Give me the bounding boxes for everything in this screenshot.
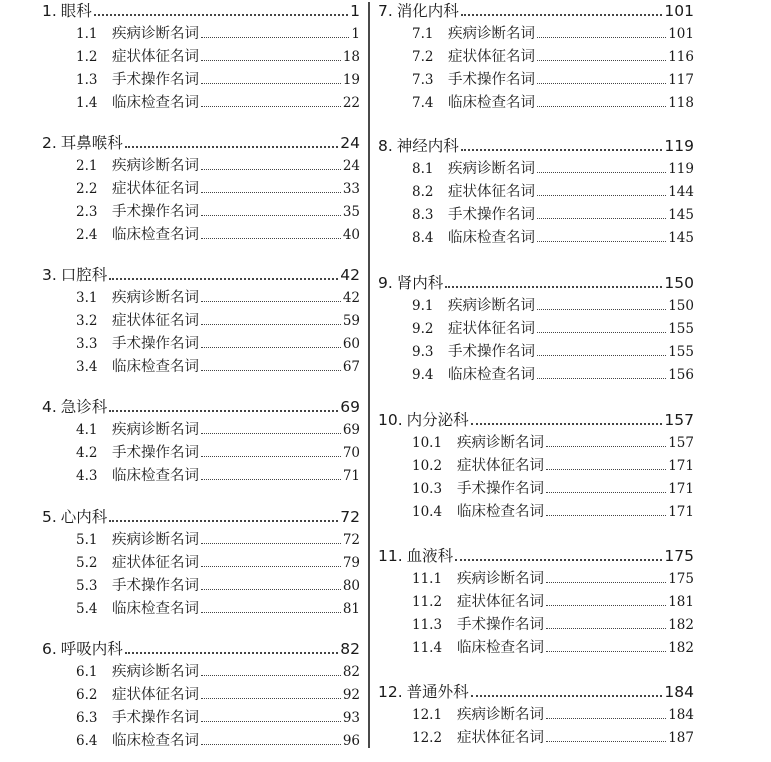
- entry-title: 手术操作名词: [457, 617, 544, 633]
- entry-number: 2.2: [76, 181, 98, 197]
- entry-number: 10.4: [412, 504, 443, 520]
- toc-entry[interactable]: [42, 180, 360, 198]
- entry-page-number: 150: [668, 298, 694, 314]
- toc-entry[interactable]: [378, 366, 694, 384]
- chapter-title: 神经内科: [396, 137, 459, 155]
- toc-entry[interactable]: [42, 289, 360, 307]
- toc-entry[interactable]: [42, 203, 360, 221]
- entry-title: 临床检查名词: [112, 359, 199, 375]
- entry-number: 11.3: [412, 617, 443, 633]
- toc-entry[interactable]: [378, 297, 694, 315]
- entry-title: 疾病诊断名词: [112, 26, 199, 42]
- entry-number: 6.3: [76, 710, 98, 726]
- dot-leader: [201, 82, 341, 84]
- entry-page-number: 171: [668, 504, 694, 520]
- entry-page-number: 19: [342, 72, 360, 88]
- toc-entry[interactable]: [378, 160, 694, 178]
- chapter-number: 3.: [42, 266, 57, 284]
- dot-leader: [201, 588, 341, 590]
- entry-page-number: 24: [342, 158, 360, 174]
- entry-number: 9.4: [412, 367, 434, 383]
- entry-title: 手术操作名词: [448, 344, 535, 360]
- entry-number: 3.2: [76, 313, 98, 329]
- chapter-number: 7.: [378, 2, 393, 20]
- entry-title: 手术操作名词: [112, 710, 199, 726]
- entry-number: 1.3: [76, 72, 98, 88]
- entry-number: 3.3: [76, 336, 98, 352]
- chapter-number: 10.: [378, 411, 403, 429]
- entry-title: 临床检查名词: [448, 95, 535, 111]
- entry-title: 疾病诊断名词: [448, 161, 535, 177]
- entry-title: 疾病诊断名词: [457, 707, 544, 723]
- entry-number: 12.1: [412, 707, 443, 723]
- entry-number: 10.2: [412, 458, 443, 474]
- entry-number: 7.4: [412, 95, 434, 111]
- entry-number: 9.2: [412, 321, 434, 337]
- entry-number: 10.3: [412, 481, 443, 497]
- dot-leader: [109, 277, 338, 280]
- entry-page-number: 70: [342, 445, 360, 461]
- entry-number: 7.1: [412, 26, 434, 42]
- entry-number: 2.3: [76, 204, 98, 220]
- dot-leader: [201, 346, 341, 348]
- dot-leader: [537, 331, 666, 333]
- entry-page-number: 1: [351, 26, 360, 42]
- entry-title: 疾病诊断名词: [112, 664, 199, 680]
- chapter-title: 急诊科: [60, 398, 108, 416]
- entry-title: 临床检查名词: [448, 367, 535, 383]
- toc-chapter[interactable]: [42, 2, 360, 20]
- entry-page-number: 155: [668, 321, 694, 337]
- dot-leader: [471, 422, 663, 425]
- toc-entry[interactable]: [378, 480, 694, 498]
- chapter-number: 4.: [42, 398, 57, 416]
- chapter-number: 9.: [378, 274, 393, 292]
- toc-chapter[interactable]: [378, 547, 694, 565]
- entry-number: 2.4: [76, 227, 98, 243]
- entry-title: 症状体征名词: [457, 458, 544, 474]
- chapter-page-number: 42: [340, 266, 360, 284]
- toc-chapter[interactable]: [42, 398, 360, 416]
- entry-page-number: 187: [668, 730, 694, 746]
- entry-page-number: 101: [668, 26, 694, 42]
- chapter-number: 12.: [378, 683, 403, 701]
- chapter-title: 普通外科: [406, 683, 469, 701]
- toc-chapter[interactable]: [378, 137, 694, 155]
- toc-entry[interactable]: [378, 434, 694, 452]
- dot-leader: [546, 604, 666, 606]
- toc-entry[interactable]: [378, 94, 694, 112]
- dot-leader: [201, 237, 341, 239]
- dot-leader: [546, 627, 666, 629]
- chapter-title: 内分泌科: [406, 411, 469, 429]
- dot-leader: [109, 519, 338, 522]
- chapter-page-number: 150: [664, 274, 694, 292]
- entry-title: 疾病诊断名词: [457, 435, 544, 451]
- entry-title: 手术操作名词: [448, 72, 535, 88]
- column-divider: [368, 2, 370, 748]
- dot-leader: [546, 491, 666, 493]
- entry-number: 4.3: [76, 468, 98, 484]
- entry-page-number: 145: [668, 207, 694, 223]
- entry-page-number: 42: [342, 290, 360, 306]
- entry-title: 症状体征名词: [112, 687, 199, 703]
- toc-entry[interactable]: [42, 444, 360, 462]
- entry-page-number: 175: [668, 571, 694, 587]
- toc-entry[interactable]: [378, 229, 694, 247]
- chapter-page-number: 119: [664, 137, 694, 155]
- chapter-page-number: 184: [664, 683, 694, 701]
- chapter-number: 6.: [42, 640, 57, 658]
- dot-leader: [201, 455, 341, 457]
- entry-title: 手术操作名词: [448, 207, 535, 223]
- dot-leader: [537, 217, 666, 219]
- dot-leader: [546, 717, 666, 719]
- entry-page-number: 156: [668, 367, 694, 383]
- dot-leader: [201, 611, 341, 613]
- entry-page-number: 18: [342, 49, 360, 65]
- dot-leader: [461, 13, 663, 16]
- entry-page-number: 22: [342, 95, 360, 111]
- dot-leader: [537, 354, 666, 356]
- dot-leader: [94, 13, 348, 16]
- toc-entry[interactable]: [42, 94, 360, 112]
- entry-number: 6.2: [76, 687, 98, 703]
- entry-title: 手术操作名词: [112, 445, 199, 461]
- entry-page-number: 92: [342, 687, 360, 703]
- entry-page-number: 182: [668, 617, 694, 633]
- entry-title: 症状体征名词: [112, 313, 199, 329]
- dot-leader: [201, 300, 341, 302]
- entry-number: 5.1: [76, 532, 98, 548]
- toc-entry[interactable]: [378, 570, 694, 588]
- toc-entry[interactable]: [42, 312, 360, 330]
- entry-number: 3.4: [76, 359, 98, 375]
- entry-page-number: 119: [668, 161, 694, 177]
- toc-entry[interactable]: [378, 48, 694, 66]
- entry-number: 12.2: [412, 730, 443, 746]
- chapter-title: 耳鼻喉科: [60, 134, 123, 152]
- toc-entry[interactable]: [378, 729, 694, 747]
- dot-leader: [546, 514, 666, 516]
- toc-chapter[interactable]: [42, 266, 360, 284]
- entry-page-number: 72: [342, 532, 360, 548]
- toc-entry[interactable]: [42, 467, 360, 485]
- entry-title: 症状体征名词: [112, 181, 199, 197]
- entry-number: 6.1: [76, 664, 98, 680]
- dot-leader: [445, 285, 662, 288]
- dot-leader: [537, 240, 666, 242]
- entry-title: 疾病诊断名词: [112, 532, 199, 548]
- chapter-number: 1.: [42, 2, 57, 20]
- entry-page-number: 184: [668, 707, 694, 723]
- entry-page-number: 181: [668, 594, 694, 610]
- entry-number: 6.4: [76, 733, 98, 749]
- entry-title: 临床检查名词: [112, 468, 199, 484]
- dot-leader: [537, 82, 666, 84]
- entry-title: 症状体征名词: [457, 730, 544, 746]
- chapter-number: 11.: [378, 547, 403, 565]
- entry-title: 症状体征名词: [112, 49, 199, 65]
- toc-entry[interactable]: [42, 25, 360, 43]
- dot-leader: [546, 740, 666, 742]
- entry-number: 9.3: [412, 344, 434, 360]
- dot-leader: [471, 694, 663, 697]
- dot-leader: [201, 565, 341, 567]
- entry-number: 11.2: [412, 594, 443, 610]
- entry-page-number: 93: [342, 710, 360, 726]
- entry-page-number: 59: [342, 313, 360, 329]
- dot-leader: [201, 105, 341, 107]
- toc-entry[interactable]: [42, 600, 360, 618]
- chapter-number: 8.: [378, 137, 393, 155]
- dot-leader: [201, 720, 341, 722]
- entry-number: 8.2: [412, 184, 434, 200]
- entry-page-number: 33: [342, 181, 360, 197]
- chapter-page-number: 175: [664, 547, 694, 565]
- entry-title: 手术操作名词: [112, 336, 199, 352]
- entry-number: 11.4: [412, 640, 443, 656]
- entry-number: 2.1: [76, 158, 98, 174]
- entry-page-number: 71: [342, 468, 360, 484]
- chapter-number: 5.: [42, 508, 57, 526]
- chapter-title: 口腔科: [60, 266, 108, 284]
- dot-leader: [537, 105, 666, 107]
- toc-entry[interactable]: [378, 616, 694, 634]
- entry-page-number: 171: [668, 481, 694, 497]
- chapter-title: 呼吸内科: [60, 640, 123, 658]
- entry-page-number: 96: [342, 733, 360, 749]
- toc-entry[interactable]: [378, 503, 694, 521]
- dot-leader: [201, 478, 341, 480]
- dot-leader: [201, 191, 341, 193]
- entry-page-number: 67: [342, 359, 360, 375]
- dot-leader: [201, 542, 341, 544]
- toc-chapter[interactable]: [42, 134, 360, 152]
- entry-number: 7.2: [412, 49, 434, 65]
- toc-entry[interactable]: [378, 320, 694, 338]
- dot-leader: [461, 148, 663, 151]
- dot-leader: [537, 171, 666, 173]
- dot-leader: [201, 59, 341, 61]
- entry-title: 手术操作名词: [112, 72, 199, 88]
- entry-number: 8.3: [412, 207, 434, 223]
- toc-entry[interactable]: [42, 709, 360, 727]
- entry-number: 5.2: [76, 555, 98, 571]
- entry-page-number: 79: [342, 555, 360, 571]
- dot-leader: [201, 369, 341, 371]
- entry-number: 1.2: [76, 49, 98, 65]
- entry-title: 疾病诊断名词: [448, 298, 535, 314]
- chapter-page-number: 24: [340, 134, 360, 152]
- toc-entry[interactable]: [378, 593, 694, 611]
- toc-entry[interactable]: [42, 554, 360, 572]
- dot-leader: [109, 409, 338, 412]
- toc-entry[interactable]: [42, 48, 360, 66]
- entry-number: 1.4: [76, 95, 98, 111]
- dot-leader: [201, 214, 341, 216]
- entry-page-number: 116: [668, 49, 694, 65]
- entry-number: 7.3: [412, 72, 434, 88]
- dot-leader: [201, 674, 341, 676]
- entry-title: 手术操作名词: [112, 578, 199, 594]
- entry-number: 8.1: [412, 161, 434, 177]
- entry-title: 症状体征名词: [448, 321, 535, 337]
- dot-leader: [125, 145, 338, 148]
- dot-leader: [201, 743, 341, 745]
- dot-leader: [537, 308, 666, 310]
- entry-title: 疾病诊断名词: [457, 571, 544, 587]
- entry-number: 3.1: [76, 290, 98, 306]
- entry-title: 症状体征名词: [112, 555, 199, 571]
- entry-number: 1.1: [76, 26, 98, 42]
- entry-title: 疾病诊断名词: [448, 26, 535, 42]
- entry-page-number: 117: [668, 72, 694, 88]
- dot-leader: [201, 323, 341, 325]
- dot-leader: [201, 432, 341, 434]
- entry-number: 10.1: [412, 435, 443, 451]
- dot-leader: [546, 581, 666, 583]
- chapter-title: 消化内科: [396, 2, 459, 20]
- entry-title: 疾病诊断名词: [112, 158, 199, 174]
- chapter-page-number: 72: [340, 508, 360, 526]
- entry-number: 8.4: [412, 230, 434, 246]
- entry-number: 4.1: [76, 422, 98, 438]
- toc-entry[interactable]: [42, 577, 360, 595]
- entry-page-number: 81: [342, 601, 360, 617]
- dot-leader: [201, 36, 349, 38]
- dot-leader: [537, 59, 666, 61]
- toc-entry[interactable]: [42, 732, 360, 750]
- toc-entry[interactable]: [42, 531, 360, 549]
- entry-page-number: 144: [668, 184, 694, 200]
- toc-entry[interactable]: [378, 343, 694, 361]
- entry-title: 症状体征名词: [448, 49, 535, 65]
- toc-entry[interactable]: [378, 706, 694, 724]
- toc-chapter[interactable]: [42, 640, 360, 658]
- toc-entry[interactable]: [42, 335, 360, 353]
- dot-leader: [455, 558, 662, 561]
- toc-chapter[interactable]: [378, 2, 694, 20]
- chapter-page-number: 101: [664, 2, 694, 20]
- entry-title: 临床检查名词: [457, 640, 544, 656]
- toc-entry[interactable]: [42, 71, 360, 89]
- toc-entry[interactable]: [42, 157, 360, 175]
- entry-title: 临床检查名词: [112, 733, 199, 749]
- entry-title: 手术操作名词: [112, 204, 199, 220]
- toc-entry[interactable]: [42, 226, 360, 244]
- chapter-title: 肾内科: [396, 274, 444, 292]
- entry-page-number: 69: [342, 422, 360, 438]
- dot-leader: [201, 697, 341, 699]
- entry-title: 手术操作名词: [457, 481, 544, 497]
- entry-title: 症状体征名词: [457, 594, 544, 610]
- entry-page-number: 82: [342, 664, 360, 680]
- entry-page-number: 60: [342, 336, 360, 352]
- dot-leader: [537, 36, 666, 38]
- dot-leader: [546, 445, 666, 447]
- entry-number: 5.3: [76, 578, 98, 594]
- entry-page-number: 40: [342, 227, 360, 243]
- entry-title: 临床检查名词: [112, 227, 199, 243]
- entry-number: 4.2: [76, 445, 98, 461]
- entry-title: 疾病诊断名词: [112, 422, 199, 438]
- chapter-title: 眼科: [60, 2, 92, 20]
- entry-title: 临床检查名词: [112, 601, 199, 617]
- dot-leader: [546, 650, 666, 652]
- entry-title: 临床检查名词: [457, 504, 544, 520]
- entry-title: 疾病诊断名词: [112, 290, 199, 306]
- chapter-page-number: 157: [664, 411, 694, 429]
- toc-entry[interactable]: [42, 421, 360, 439]
- chapter-title: 心内科: [60, 508, 108, 526]
- chapter-page-number: 69: [340, 398, 360, 416]
- toc-entry[interactable]: [378, 639, 694, 657]
- toc-chapter[interactable]: [378, 683, 694, 701]
- entry-page-number: 182: [668, 640, 694, 656]
- entry-page-number: 157: [668, 435, 694, 451]
- entry-title: 症状体征名词: [448, 184, 535, 200]
- toc-chapter[interactable]: [378, 411, 694, 429]
- entry-page-number: 171: [668, 458, 694, 474]
- toc-entry[interactable]: [378, 183, 694, 201]
- dot-leader: [537, 194, 666, 196]
- entry-title: 临床检查名词: [448, 230, 535, 246]
- entry-page-number: 118: [668, 95, 694, 111]
- dot-leader: [546, 468, 666, 470]
- toc-entry[interactable]: [42, 358, 360, 376]
- entry-page-number: 155: [668, 344, 694, 360]
- toc-chapter[interactable]: [42, 508, 360, 526]
- toc-entry[interactable]: [42, 686, 360, 704]
- toc-entry[interactable]: [42, 663, 360, 681]
- dot-leader: [125, 651, 338, 654]
- entry-number: 5.4: [76, 601, 98, 617]
- chapter-page-number: 82: [340, 640, 360, 658]
- toc-chapter[interactable]: [378, 274, 694, 292]
- toc-entry[interactable]: [378, 71, 694, 89]
- chapter-page-number: 1: [350, 2, 360, 20]
- entry-page-number: 80: [342, 578, 360, 594]
- toc-entry[interactable]: [378, 25, 694, 43]
- dot-leader: [201, 168, 341, 170]
- chapter-title: 血液科: [406, 547, 454, 565]
- toc-entry[interactable]: [378, 206, 694, 224]
- entry-page-number: 35: [342, 204, 360, 220]
- chapter-number: 2.: [42, 134, 57, 152]
- entry-page-number: 145: [668, 230, 694, 246]
- entry-title: 临床检查名词: [112, 95, 199, 111]
- dot-leader: [537, 377, 666, 379]
- entry-number: 9.1: [412, 298, 434, 314]
- toc-entry[interactable]: [378, 457, 694, 475]
- entry-number: 11.1: [412, 571, 443, 587]
